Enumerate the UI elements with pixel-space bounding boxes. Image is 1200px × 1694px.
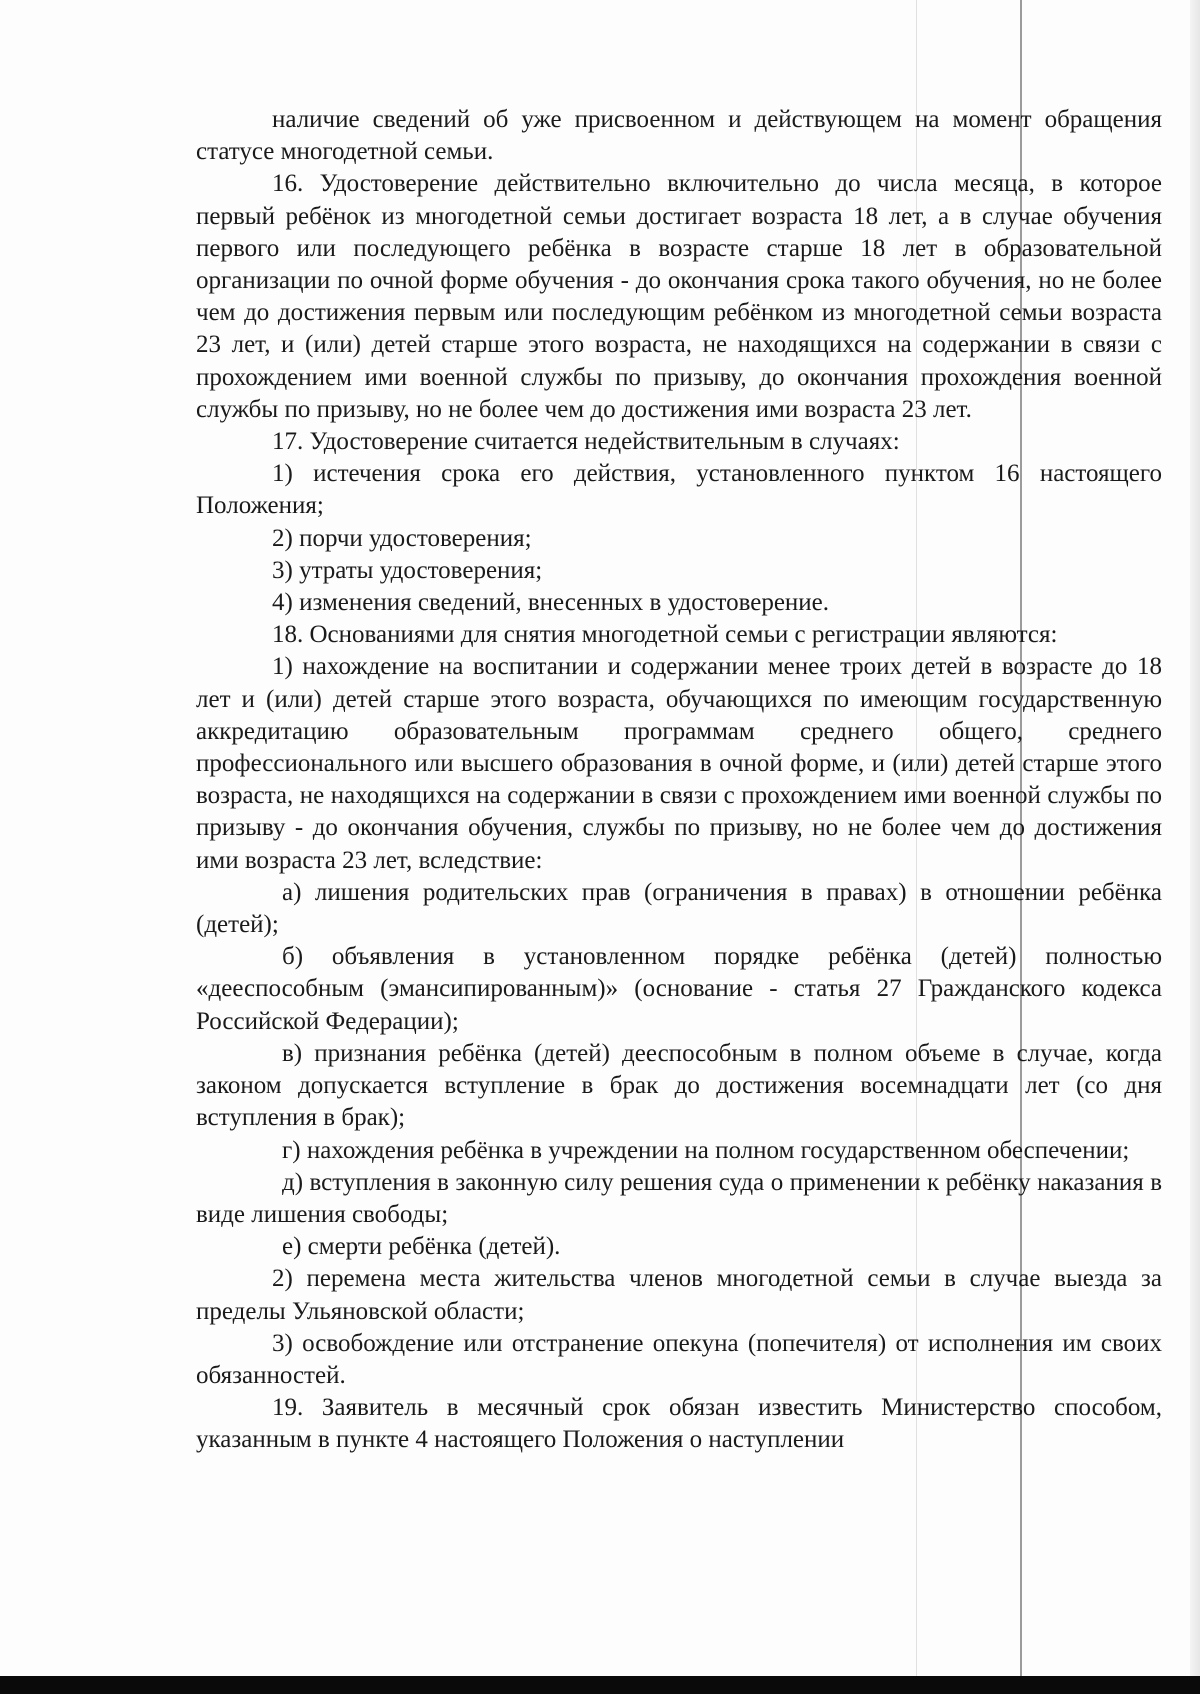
document-body — [196, 104, 1162, 1457]
paragraph-18-subitem-b: б) объявления в установленном порядке ребёнка (детей) полностью «дееспособным (эмансипированным)» (основание - статья 27 Гражданского кодекса Российской Федерации); — [196, 943, 1162, 1035]
scan-bottom-border — [0, 1676, 1200, 1694]
paragraph-18-item-2: 2) перемена места жительства членов многодетной семьи в случае выезда за пределы Ульяновской области; — [196, 1265, 1162, 1325]
paragraph-18-subitem-g: г) нахождения ребёнка в учреждении на полном государственном обеспечении; — [282, 1136, 1130, 1164]
paragraph-17: 17. Удостоверение считается недействительным в случаях: — [272, 428, 900, 456]
paragraph-16: 16. Удостоверение действительно включительно до числа месяца, в которое первый ребёнок из многодетной семьи достигает возраста 18 лет, а в случае обучения первого или последующего ребёнка в возрасте старше 18 лет в образовательной организации по очной форме обучения - до окончания срока такого обучения, но не более чем до достижения первым или последующим ребёнком из многодетной семьи возраста 23 лет, и (или) детей старше этого возраста, не находящихся на содержании в связи с прохождением ими военной службы по призыву, до окончания прохождения военной службы по призыву, но не более чем до достижения ими возраста 23 лет. — [196, 170, 1162, 423]
paragraph-18-subitem-v: в) признания ребёнка (детей) дееспособным в полном объеме в случае, когда законом допускается вступление в брак до достижения восемнадцати лет (со дня вступления в брак); — [196, 1039, 1162, 1132]
paragraph-18-subitem-e: е) смерти ребёнка (детей). — [282, 1233, 561, 1261]
paragraph-18-item-3: 3) освобождение или отстранение опекуна (попечителя) от исполнения им своих обязанностей. — [196, 1329, 1162, 1389]
paragraph-17-item-3: 3) утраты удостоверения; — [272, 556, 543, 584]
paragraph-continuation: наличие сведений об уже присвоенном и действующем на момент обращения статусе многодетной семьи. — [196, 106, 1162, 166]
paragraph-18-subitem-d: д) вступления в законную силу решения суда о применении к ребёнку наказания в виде лишения свободы; — [196, 1168, 1162, 1228]
paragraph-17-item-1: 1) истечения срока его действия, установленного пунктом 16 настоящего Положения; — [196, 460, 1162, 520]
paragraph-18: 18. Основаниями для снятия многодетной семьи с регистрации являются: — [272, 621, 1058, 649]
paragraph-18-subitem-a: а) лишения родительских прав (ограничения в правах) в отношении ребёнка (детей); — [196, 878, 1162, 939]
page-edge-shadow — [1190, 0, 1200, 1694]
paragraph-18-item-1: 1) нахождение на воспитании и содержании менее троих детей в возрасте до 18 лет и (или) детей старше этого возраста, обучающихся по имеющим государственную аккредитацию образовательным программам среднего общего, среднего профессионального или высшего образования в очной форме, и (или) детей старше этого возраста, не находящихся на содержании в связи с прохождением ими военной службы по призыву - до окончания обучения, службы по призыву, но не более чем до достижения ими возраста 23 лет, вследствие: — [196, 653, 1162, 874]
paragraph-17-item-2: 2) порчи удостоверения; — [272, 524, 532, 552]
paragraph-19: 19. Заявитель в месячный срок обязан известить Министерство способом, указанным в пункте 4 настоящего Положения о наступлении — [196, 1394, 1162, 1454]
paragraph-17-item-4: 4) изменения сведений, внесенных в удостоверение. — [272, 589, 830, 617]
